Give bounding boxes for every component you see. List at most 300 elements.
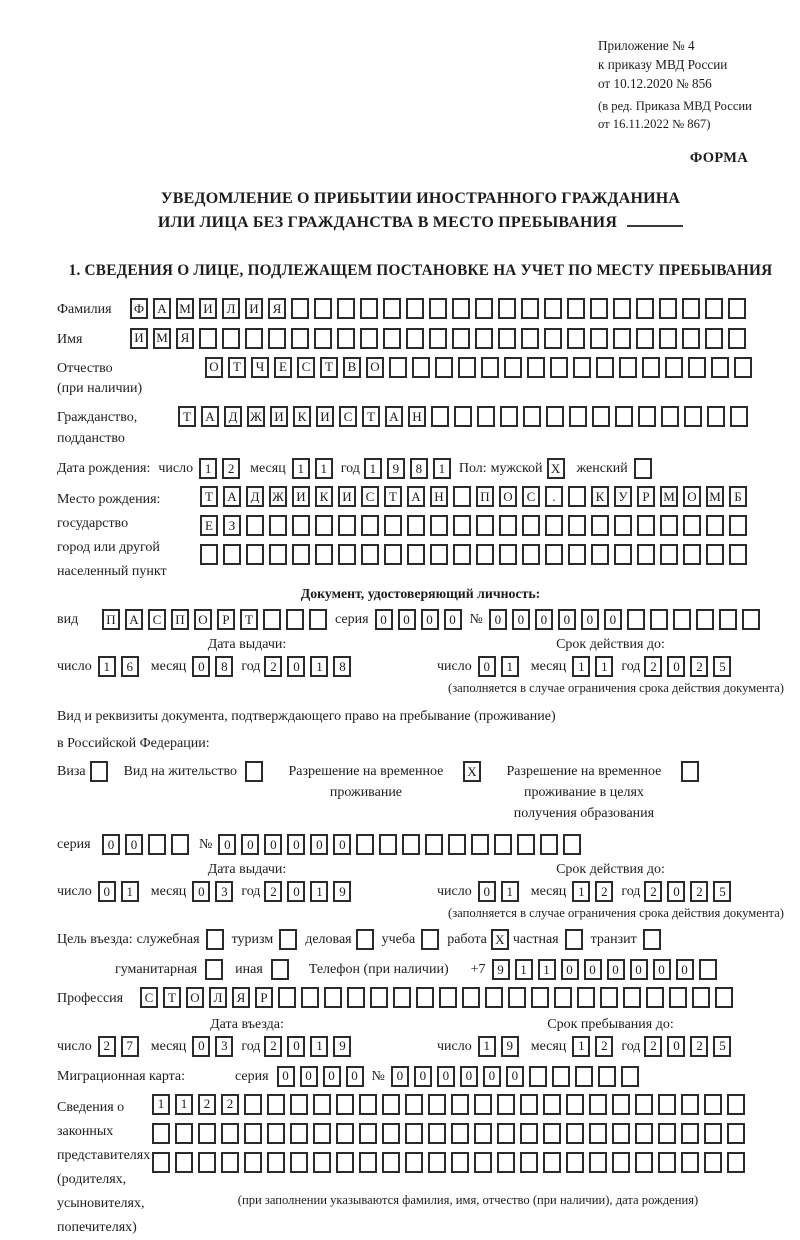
char-cell[interactable] bbox=[681, 1094, 699, 1115]
char-cell[interactable] bbox=[152, 1152, 170, 1173]
purpose-other-checkbox[interactable] bbox=[271, 959, 289, 980]
char-cell[interactable]: И bbox=[270, 406, 288, 427]
char-cell[interactable] bbox=[429, 298, 447, 319]
char-cell[interactable]: 0 bbox=[667, 1036, 685, 1057]
char-cell[interactable] bbox=[246, 544, 264, 565]
char-cell[interactable] bbox=[405, 1152, 423, 1173]
char-cell[interactable] bbox=[175, 1123, 193, 1144]
char-cell[interactable]: 2 bbox=[98, 1036, 116, 1057]
purpose-transit-checkbox[interactable] bbox=[643, 929, 661, 950]
char-cell[interactable] bbox=[337, 298, 355, 319]
char-cell[interactable] bbox=[471, 834, 489, 855]
char-cell[interactable] bbox=[435, 357, 453, 378]
char-cell[interactable] bbox=[621, 1066, 639, 1087]
char-cell[interactable]: С bbox=[522, 486, 540, 507]
char-cell[interactable] bbox=[600, 987, 618, 1008]
char-cell[interactable]: С bbox=[148, 609, 166, 630]
char-cell[interactable]: 2 bbox=[644, 1036, 662, 1057]
char-cell[interactable] bbox=[198, 1123, 216, 1144]
char-cell[interactable] bbox=[244, 1152, 262, 1173]
char-cell[interactable]: 0 bbox=[460, 1066, 478, 1087]
char-cell[interactable] bbox=[543, 1123, 561, 1144]
char-cell[interactable]: 1 bbox=[310, 881, 328, 902]
char-cell[interactable] bbox=[589, 1094, 607, 1115]
char-cell[interactable] bbox=[301, 987, 319, 1008]
char-cell[interactable]: А bbox=[153, 298, 171, 319]
char-cell[interactable]: 0 bbox=[287, 1036, 305, 1057]
char-cell[interactable]: 9 bbox=[387, 458, 405, 479]
char-cell[interactable] bbox=[543, 1094, 561, 1115]
char-cell[interactable]: 0 bbox=[310, 834, 328, 855]
char-cell[interactable]: 0 bbox=[287, 656, 305, 677]
char-cell[interactable] bbox=[544, 328, 562, 349]
char-cell[interactable] bbox=[591, 544, 609, 565]
char-cell[interactable]: И bbox=[245, 298, 263, 319]
char-cell[interactable]: А bbox=[223, 486, 241, 507]
char-cell[interactable]: М bbox=[176, 298, 194, 319]
char-cell[interactable]: 2 bbox=[198, 1094, 216, 1115]
char-cell[interactable]: 5 bbox=[713, 881, 731, 902]
char-cell[interactable] bbox=[439, 987, 457, 1008]
char-cell[interactable]: Д bbox=[224, 406, 242, 427]
temp-residence-education-checkbox[interactable] bbox=[681, 761, 699, 782]
char-cell[interactable]: С bbox=[339, 406, 357, 427]
char-cell[interactable]: 5 bbox=[713, 1036, 731, 1057]
char-cell[interactable]: 1 bbox=[501, 881, 519, 902]
char-cell[interactable] bbox=[245, 328, 263, 349]
char-cell[interactable]: 2 bbox=[264, 1036, 282, 1057]
char-cell[interactable]: 2 bbox=[595, 1036, 613, 1057]
char-cell[interactable] bbox=[152, 1123, 170, 1144]
char-cell[interactable] bbox=[543, 1152, 561, 1173]
char-cell[interactable] bbox=[544, 298, 562, 319]
char-cell[interactable]: Т bbox=[384, 486, 402, 507]
char-cell[interactable]: 0 bbox=[241, 834, 259, 855]
char-cell[interactable]: 2 bbox=[690, 881, 708, 902]
char-cell[interactable] bbox=[407, 515, 425, 536]
char-cell[interactable]: 0 bbox=[398, 609, 416, 630]
char-cell[interactable]: 0 bbox=[192, 656, 210, 677]
char-cell[interactable]: 1 bbox=[478, 1036, 496, 1057]
char-cell[interactable]: 0 bbox=[218, 834, 236, 855]
char-cell[interactable]: 0 bbox=[375, 609, 393, 630]
char-cell[interactable]: 0 bbox=[584, 959, 602, 980]
char-cell[interactable]: 0 bbox=[630, 959, 648, 980]
char-cell[interactable]: Т bbox=[200, 486, 218, 507]
char-cell[interactable] bbox=[727, 1152, 745, 1173]
char-cell[interactable]: 0 bbox=[192, 1036, 210, 1057]
char-cell[interactable] bbox=[742, 609, 760, 630]
purpose-tourism-checkbox[interactable] bbox=[279, 929, 297, 950]
char-cell[interactable]: Я bbox=[232, 987, 250, 1008]
char-cell[interactable] bbox=[683, 544, 701, 565]
char-cell[interactable]: Л bbox=[209, 987, 227, 1008]
char-cell[interactable] bbox=[347, 987, 365, 1008]
char-cell[interactable] bbox=[246, 515, 264, 536]
char-cell[interactable] bbox=[475, 298, 493, 319]
char-cell[interactable] bbox=[596, 357, 614, 378]
char-cell[interactable] bbox=[527, 357, 545, 378]
char-cell[interactable] bbox=[589, 1123, 607, 1144]
char-cell[interactable] bbox=[704, 1094, 722, 1115]
char-cell[interactable] bbox=[384, 544, 402, 565]
char-cell[interactable] bbox=[462, 987, 480, 1008]
char-cell[interactable] bbox=[635, 1123, 653, 1144]
char-cell[interactable] bbox=[658, 1094, 676, 1115]
char-cell[interactable] bbox=[590, 328, 608, 349]
char-cell[interactable]: К bbox=[591, 486, 609, 507]
char-cell[interactable] bbox=[361, 544, 379, 565]
char-cell[interactable]: 2 bbox=[644, 881, 662, 902]
char-cell[interactable]: Ф bbox=[130, 298, 148, 319]
char-cell[interactable]: 7 bbox=[121, 1036, 139, 1057]
char-cell[interactable]: С bbox=[140, 987, 158, 1008]
char-cell[interactable]: О bbox=[499, 486, 517, 507]
char-cell[interactable]: 8 bbox=[410, 458, 428, 479]
char-cell[interactable] bbox=[499, 544, 517, 565]
char-cell[interactable]: 2 bbox=[221, 1094, 239, 1115]
char-cell[interactable] bbox=[290, 1094, 308, 1115]
char-cell[interactable]: О bbox=[366, 357, 384, 378]
char-cell[interactable] bbox=[521, 328, 539, 349]
char-cell[interactable] bbox=[244, 1123, 262, 1144]
char-cell[interactable] bbox=[383, 328, 401, 349]
char-cell[interactable] bbox=[384, 515, 402, 536]
char-cell[interactable]: О bbox=[205, 357, 223, 378]
char-cell[interactable] bbox=[669, 987, 687, 1008]
char-cell[interactable] bbox=[402, 834, 420, 855]
char-cell[interactable] bbox=[221, 1152, 239, 1173]
char-cell[interactable]: 1 bbox=[433, 458, 451, 479]
char-cell[interactable]: 0 bbox=[561, 959, 579, 980]
char-cell[interactable]: 0 bbox=[277, 1066, 295, 1087]
char-cell[interactable]: А bbox=[385, 406, 403, 427]
char-cell[interactable]: 9 bbox=[333, 881, 351, 902]
char-cell[interactable] bbox=[683, 515, 701, 536]
char-cell[interactable]: Л bbox=[222, 298, 240, 319]
char-cell[interactable] bbox=[523, 406, 541, 427]
char-cell[interactable] bbox=[171, 834, 189, 855]
char-cell[interactable] bbox=[567, 298, 585, 319]
char-cell[interactable] bbox=[314, 298, 332, 319]
char-cell[interactable] bbox=[563, 834, 581, 855]
char-cell[interactable] bbox=[568, 486, 586, 507]
char-cell[interactable] bbox=[569, 406, 587, 427]
char-cell[interactable] bbox=[684, 406, 702, 427]
char-cell[interactable] bbox=[522, 515, 540, 536]
char-cell[interactable]: Р bbox=[637, 486, 655, 507]
char-cell[interactable] bbox=[545, 544, 563, 565]
char-cell[interactable] bbox=[313, 1123, 331, 1144]
char-cell[interactable] bbox=[267, 1152, 285, 1173]
char-cell[interactable]: 0 bbox=[323, 1066, 341, 1087]
char-cell[interactable]: В bbox=[343, 357, 361, 378]
char-cell[interactable]: 9 bbox=[501, 1036, 519, 1057]
char-cell[interactable] bbox=[199, 328, 217, 349]
char-cell[interactable] bbox=[665, 357, 683, 378]
char-cell[interactable]: П bbox=[476, 486, 494, 507]
char-cell[interactable]: 0 bbox=[421, 609, 439, 630]
visa-checkbox[interactable] bbox=[90, 761, 108, 782]
char-cell[interactable] bbox=[727, 1094, 745, 1115]
char-cell[interactable] bbox=[474, 1123, 492, 1144]
char-cell[interactable] bbox=[494, 834, 512, 855]
char-cell[interactable] bbox=[453, 515, 471, 536]
char-cell[interactable]: 0 bbox=[346, 1066, 364, 1087]
char-cell[interactable] bbox=[681, 1152, 699, 1173]
char-cell[interactable] bbox=[734, 357, 752, 378]
char-cell[interactable]: 2 bbox=[264, 881, 282, 902]
char-cell[interactable] bbox=[589, 1152, 607, 1173]
char-cell[interactable]: И bbox=[316, 406, 334, 427]
char-cell[interactable]: 0 bbox=[676, 959, 694, 980]
char-cell[interactable] bbox=[614, 544, 632, 565]
char-cell[interactable]: 1 bbox=[572, 1036, 590, 1057]
char-cell[interactable]: О bbox=[194, 609, 212, 630]
char-cell[interactable]: М bbox=[153, 328, 171, 349]
char-cell[interactable] bbox=[692, 987, 710, 1008]
char-cell[interactable] bbox=[613, 328, 631, 349]
char-cell[interactable]: 3 bbox=[215, 881, 233, 902]
char-cell[interactable] bbox=[573, 357, 591, 378]
char-cell[interactable] bbox=[637, 544, 655, 565]
char-cell[interactable]: 0 bbox=[264, 834, 282, 855]
char-cell[interactable] bbox=[728, 298, 746, 319]
char-cell[interactable] bbox=[636, 328, 654, 349]
char-cell[interactable]: 0 bbox=[581, 609, 599, 630]
residence-permit-checkbox[interactable] bbox=[245, 761, 263, 782]
char-cell[interactable] bbox=[336, 1123, 354, 1144]
char-cell[interactable] bbox=[291, 328, 309, 349]
char-cell[interactable] bbox=[520, 1123, 538, 1144]
char-cell[interactable] bbox=[729, 544, 747, 565]
char-cell[interactable] bbox=[498, 328, 516, 349]
char-cell[interactable]: Т bbox=[228, 357, 246, 378]
char-cell[interactable]: 2 bbox=[264, 656, 282, 677]
char-cell[interactable]: 1 bbox=[98, 656, 116, 677]
char-cell[interactable]: И bbox=[199, 298, 217, 319]
purpose-study-checkbox[interactable] bbox=[421, 929, 439, 950]
char-cell[interactable] bbox=[707, 406, 725, 427]
char-cell[interactable] bbox=[637, 515, 655, 536]
char-cell[interactable] bbox=[623, 987, 641, 1008]
char-cell[interactable] bbox=[566, 1094, 584, 1115]
char-cell[interactable] bbox=[577, 987, 595, 1008]
char-cell[interactable] bbox=[635, 1152, 653, 1173]
char-cell[interactable] bbox=[315, 544, 333, 565]
char-cell[interactable]: С bbox=[297, 357, 315, 378]
char-cell[interactable] bbox=[591, 515, 609, 536]
char-cell[interactable] bbox=[405, 1094, 423, 1115]
char-cell[interactable] bbox=[485, 987, 503, 1008]
char-cell[interactable]: 1 bbox=[310, 1036, 328, 1057]
char-cell[interactable] bbox=[267, 1094, 285, 1115]
char-cell[interactable] bbox=[550, 357, 568, 378]
char-cell[interactable] bbox=[452, 298, 470, 319]
char-cell[interactable]: 0 bbox=[653, 959, 671, 980]
char-cell[interactable] bbox=[682, 298, 700, 319]
char-cell[interactable] bbox=[705, 328, 723, 349]
char-cell[interactable]: 0 bbox=[506, 1066, 524, 1087]
char-cell[interactable]: 0 bbox=[667, 656, 685, 677]
char-cell[interactable] bbox=[406, 328, 424, 349]
char-cell[interactable]: К bbox=[315, 486, 333, 507]
char-cell[interactable]: П bbox=[102, 609, 120, 630]
char-cell[interactable]: О bbox=[683, 486, 701, 507]
char-cell[interactable]: А bbox=[407, 486, 425, 507]
female-checkbox[interactable] bbox=[634, 458, 652, 479]
char-cell[interactable]: А bbox=[125, 609, 143, 630]
char-cell[interactable] bbox=[292, 544, 310, 565]
char-cell[interactable]: 2 bbox=[690, 656, 708, 677]
char-cell[interactable] bbox=[635, 1094, 653, 1115]
char-cell[interactable]: 1 bbox=[199, 458, 217, 479]
char-cell[interactable]: 1 bbox=[152, 1094, 170, 1115]
char-cell[interactable] bbox=[315, 515, 333, 536]
char-cell[interactable]: . bbox=[545, 486, 563, 507]
char-cell[interactable] bbox=[451, 1094, 469, 1115]
char-cell[interactable] bbox=[719, 609, 737, 630]
char-cell[interactable]: 0 bbox=[98, 881, 116, 902]
char-cell[interactable]: 6 bbox=[121, 656, 139, 677]
char-cell[interactable] bbox=[642, 357, 660, 378]
char-cell[interactable]: 1 bbox=[315, 458, 333, 479]
char-cell[interactable] bbox=[360, 298, 378, 319]
char-cell[interactable] bbox=[370, 987, 388, 1008]
char-cell[interactable] bbox=[324, 987, 342, 1008]
char-cell[interactable]: 0 bbox=[667, 881, 685, 902]
char-cell[interactable] bbox=[705, 298, 723, 319]
char-cell[interactable] bbox=[497, 1094, 515, 1115]
char-cell[interactable]: Т bbox=[178, 406, 196, 427]
char-cell[interactable] bbox=[336, 1152, 354, 1173]
char-cell[interactable]: Д bbox=[246, 486, 264, 507]
char-cell[interactable] bbox=[428, 1123, 446, 1144]
char-cell[interactable] bbox=[615, 406, 633, 427]
char-cell[interactable] bbox=[521, 298, 539, 319]
char-cell[interactable] bbox=[729, 515, 747, 536]
char-cell[interactable]: 0 bbox=[483, 1066, 501, 1087]
char-cell[interactable] bbox=[175, 1152, 193, 1173]
char-cell[interactable] bbox=[715, 987, 733, 1008]
char-cell[interactable]: 1 bbox=[501, 656, 519, 677]
char-cell[interactable]: Н bbox=[408, 406, 426, 427]
purpose-work-checkbox[interactable]: X bbox=[491, 929, 509, 950]
char-cell[interactable] bbox=[338, 515, 356, 536]
char-cell[interactable]: З bbox=[223, 515, 241, 536]
char-cell[interactable]: 0 bbox=[437, 1066, 455, 1087]
char-cell[interactable] bbox=[425, 834, 443, 855]
char-cell[interactable]: 2 bbox=[644, 656, 662, 677]
char-cell[interactable] bbox=[286, 609, 304, 630]
char-cell[interactable] bbox=[497, 1123, 515, 1144]
char-cell[interactable] bbox=[428, 1094, 446, 1115]
char-cell[interactable]: Р bbox=[217, 609, 235, 630]
char-cell[interactable] bbox=[290, 1123, 308, 1144]
char-cell[interactable] bbox=[658, 1152, 676, 1173]
char-cell[interactable] bbox=[428, 1152, 446, 1173]
char-cell[interactable] bbox=[730, 406, 748, 427]
char-cell[interactable] bbox=[359, 1123, 377, 1144]
char-cell[interactable] bbox=[290, 1152, 308, 1173]
char-cell[interactable]: Ч bbox=[251, 357, 269, 378]
char-cell[interactable] bbox=[727, 1123, 745, 1144]
char-cell[interactable]: Я bbox=[176, 328, 194, 349]
char-cell[interactable]: 9 bbox=[333, 1036, 351, 1057]
char-cell[interactable]: 9 bbox=[492, 959, 510, 980]
char-cell[interactable]: 1 bbox=[310, 656, 328, 677]
char-cell[interactable] bbox=[268, 328, 286, 349]
char-cell[interactable] bbox=[263, 609, 281, 630]
char-cell[interactable] bbox=[313, 1094, 331, 1115]
char-cell[interactable] bbox=[613, 298, 631, 319]
char-cell[interactable] bbox=[659, 328, 677, 349]
char-cell[interactable] bbox=[382, 1123, 400, 1144]
char-cell[interactable] bbox=[406, 298, 424, 319]
char-cell[interactable] bbox=[660, 544, 678, 565]
char-cell[interactable] bbox=[650, 609, 668, 630]
char-cell[interactable] bbox=[278, 987, 296, 1008]
char-cell[interactable]: 0 bbox=[607, 959, 625, 980]
char-cell[interactable] bbox=[627, 609, 645, 630]
char-cell[interactable] bbox=[681, 1123, 699, 1144]
char-cell[interactable] bbox=[382, 1152, 400, 1173]
char-cell[interactable]: Е bbox=[200, 515, 218, 536]
char-cell[interactable] bbox=[198, 1152, 216, 1173]
char-cell[interactable]: О bbox=[186, 987, 204, 1008]
char-cell[interactable] bbox=[379, 834, 397, 855]
char-cell[interactable] bbox=[598, 1066, 616, 1087]
char-cell[interactable] bbox=[476, 515, 494, 536]
char-cell[interactable]: Н bbox=[430, 486, 448, 507]
char-cell[interactable]: Я bbox=[268, 298, 286, 319]
char-cell[interactable] bbox=[407, 544, 425, 565]
char-cell[interactable] bbox=[646, 987, 664, 1008]
char-cell[interactable]: 0 bbox=[414, 1066, 432, 1087]
char-cell[interactable] bbox=[614, 515, 632, 536]
char-cell[interactable] bbox=[568, 544, 586, 565]
char-cell[interactable] bbox=[481, 357, 499, 378]
char-cell[interactable]: 0 bbox=[300, 1066, 318, 1087]
char-cell[interactable] bbox=[658, 1123, 676, 1144]
char-cell[interactable] bbox=[448, 834, 466, 855]
char-cell[interactable]: 0 bbox=[391, 1066, 409, 1087]
char-cell[interactable]: 0 bbox=[558, 609, 576, 630]
temp-residence-checkbox[interactable]: X bbox=[463, 761, 481, 782]
char-cell[interactable] bbox=[337, 328, 355, 349]
char-cell[interactable]: У bbox=[614, 486, 632, 507]
char-cell[interactable] bbox=[704, 1152, 722, 1173]
char-cell[interactable] bbox=[699, 959, 717, 980]
char-cell[interactable] bbox=[475, 328, 493, 349]
char-cell[interactable]: Т bbox=[320, 357, 338, 378]
char-cell[interactable] bbox=[706, 544, 724, 565]
char-cell[interactable]: Б bbox=[729, 486, 747, 507]
char-cell[interactable] bbox=[477, 406, 495, 427]
char-cell[interactable]: 1 bbox=[121, 881, 139, 902]
char-cell[interactable] bbox=[383, 298, 401, 319]
char-cell[interactable] bbox=[453, 544, 471, 565]
char-cell[interactable] bbox=[148, 834, 166, 855]
char-cell[interactable] bbox=[451, 1123, 469, 1144]
char-cell[interactable]: 1 bbox=[175, 1094, 193, 1115]
char-cell[interactable] bbox=[711, 357, 729, 378]
purpose-business-checkbox[interactable] bbox=[356, 929, 374, 950]
char-cell[interactable] bbox=[244, 1094, 262, 1115]
char-cell[interactable] bbox=[728, 328, 746, 349]
char-cell[interactable] bbox=[566, 1152, 584, 1173]
char-cell[interactable] bbox=[612, 1123, 630, 1144]
